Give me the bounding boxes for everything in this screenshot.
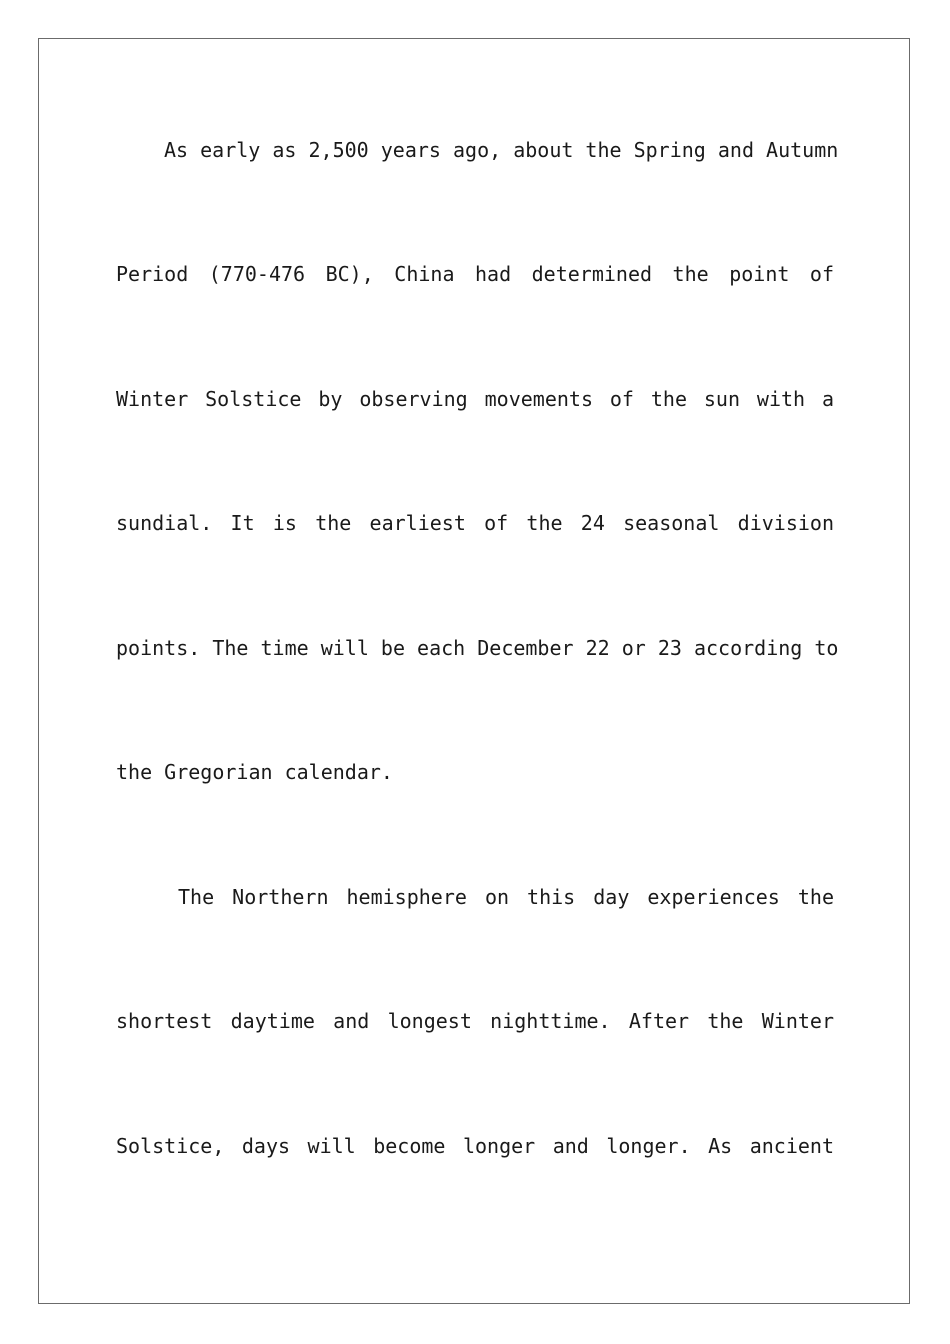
paragraph-1-line-4: sundial. It is the earliest of the 24 seasonal division [116,511,834,535]
paragraph-1-line-1: As early as 2,500 years ago, about the Spring and Autumn [164,138,839,162]
paragraph-1-line-2: Period (770-476 BC), China had determined the point of [116,262,834,286]
page-border [38,38,910,1304]
paragraph-2-line-1: The Northern hemisphere on this day experiences the [178,885,834,909]
paragraph-1-line-3: Winter Solstice by observing movements of the sun with a [116,387,834,411]
paragraph-1-line-5: points. The time will be each December 22 or 23 according to [116,636,839,660]
paragraph-1-line-6: the Gregorian calendar. [116,760,393,784]
paragraph-2-line-2: shortest daytime and longest nighttime. After the Winter [116,1009,834,1033]
paragraph-2-line-3: Solstice, days will become longer and longer. As ancient [116,1134,834,1158]
